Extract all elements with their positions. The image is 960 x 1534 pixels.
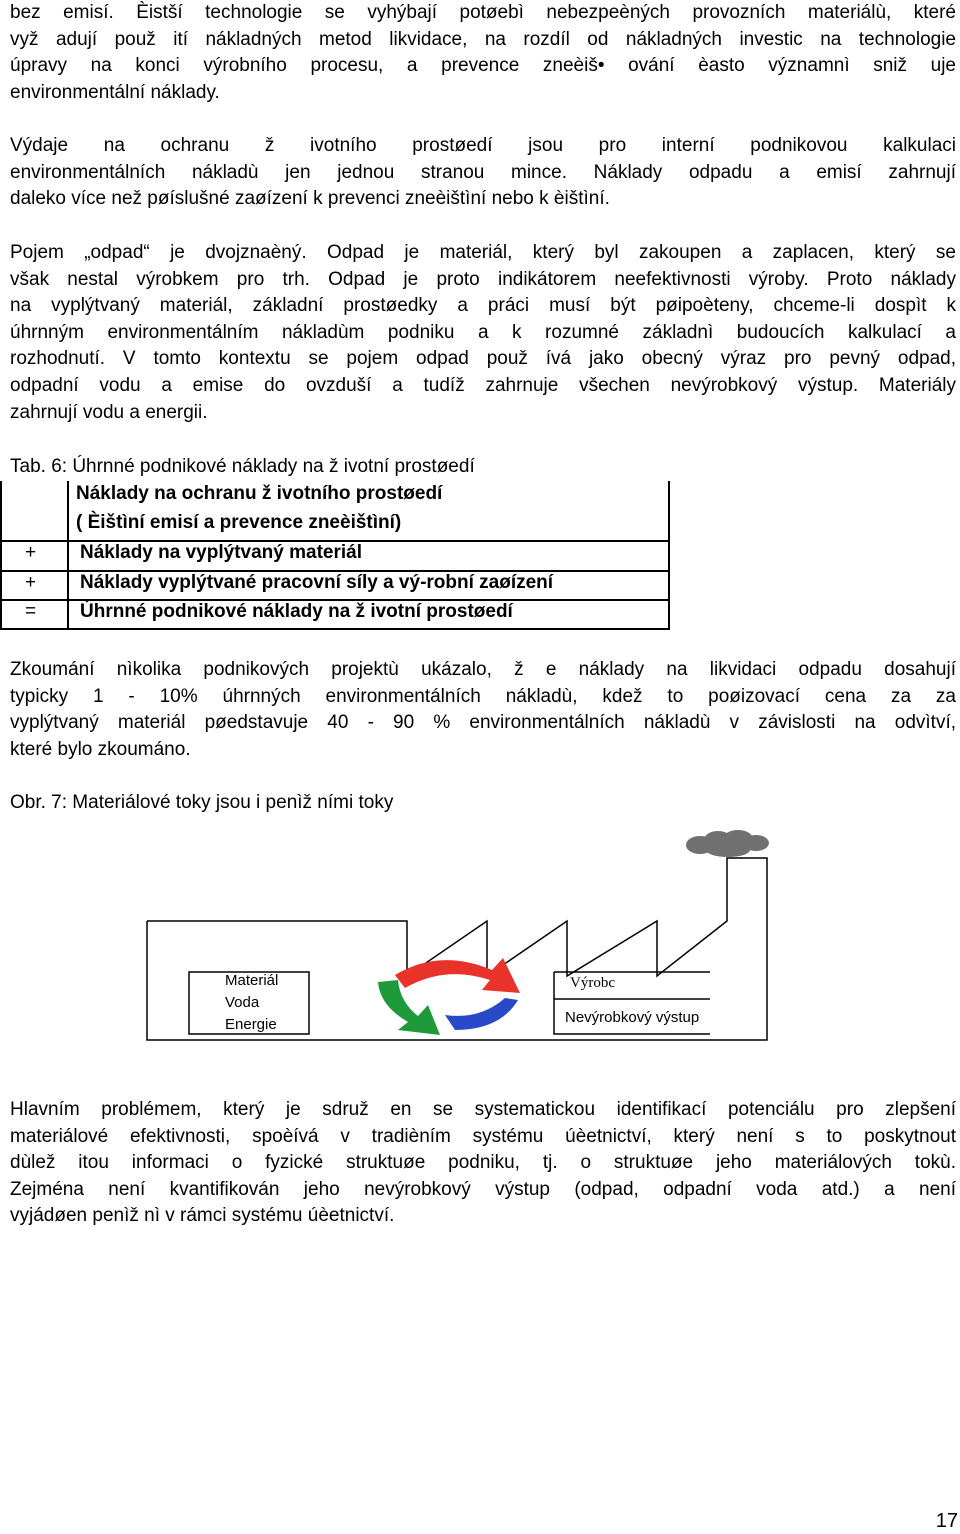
text-line: Hlavním problémem, který je sdruž en se systematickou identifikací potenciálu pro zlepšení — [10, 1099, 956, 1120]
text-line: dùlež itou informaci o fyzické struktuøe podniku, tj. o struktuøe jeho materiálových tokù. — [10, 1152, 956, 1174]
text-line: však nestal výrobkem pro trh. Odpad je proto indikátorem neefektivnosti výroby. Proto náklady — [10, 268, 956, 290]
smoke-cloud — [686, 830, 769, 857]
text-line: které bylo zkoumáno. — [10, 738, 191, 760]
paragraph-1 — [10, 0, 956, 106]
paragraph-4 — [10, 657, 956, 763]
text-line: daleko více než pøíslušné zaøízení k prevenci zneèištìní nebo k èištìní. — [10, 188, 610, 210]
paragraph-5 — [10, 1097, 956, 1230]
paragraph-3 — [10, 240, 956, 426]
output-label-nonproduct: Nevýrobkový výstup — [565, 1009, 700, 1026]
text-line: Výdaje na ochranu ž ivotního prostøedí jsou pro interní podnikovou kalkulaci — [10, 135, 956, 156]
text-line: Zejména není kvantifikován jeho nevýrobkový výstup (odpad, odpadní voda atd.) a není — [10, 1178, 956, 1200]
row-operator: + — [25, 572, 37, 593]
table-caption: Tab. 6: Úhrnné podnikové náklady na ž ivotní prostøedí — [10, 456, 475, 477]
text-line: zahrnují vodu a energii. — [10, 401, 208, 423]
text-line: environmentální náklady. — [10, 81, 220, 103]
output-label-product: Výrobc — [570, 975, 615, 991]
text-line: environmentálních nákladù jen jednou stranou mince. Náklady odpadu a emisí zahrnují — [10, 161, 956, 183]
text-line: úhrnným environmentálním nákladùm podniku a k rozumné základnì budoucích kalkulací a — [10, 321, 956, 343]
text-line: Zkoumání nìkolika podnikových projektù ukázalo, ž e náklady na likvidaci odpadu dosahují — [10, 659, 956, 680]
green-arrow — [378, 980, 440, 1035]
table-header-line: ( Èištìní emisí a prevence zneèištìní) — [76, 512, 402, 533]
text-line: úpravy na konci výrobního procesu, a prevence zneèiš• ování èasto významnì sniž uje — [10, 55, 956, 77]
text-line: odpadní vodu a emise do ovzduší a tudíž zahrnuje všechen nevýrobkový výstup. Materiály — [10, 374, 956, 396]
row-label: Náklady vyplýtvané pracovní síly a vý-robní zaøízení — [80, 572, 554, 593]
table-border — [0, 628, 670, 630]
text-line: rozhodnutí. V tomto kontextu se pojem odpad použ ívá jako obecný výraz pro pevný odpad, — [10, 348, 956, 370]
material-flow-figure — [0, 830, 960, 1060]
table-border — [668, 481, 670, 630]
text-line: vyplýtvaný materiál pøedstavuje 40 - 90 % environmentálních nákladù v závislosti na odvìtví, — [10, 712, 956, 734]
blue-arrow — [445, 998, 518, 1030]
text-line: typicky 1 - 10% úhrnných environmentálních nákladù, kdež to poøizovací cena za za — [10, 685, 956, 707]
text-line: Pojem „odpad“ je dvojznaèný. Odpad je materiál, který byl zakoupen a zaplacen, který se — [10, 242, 956, 263]
text-line: vyjádøen penìž nì v rámci systému úèetnictví. — [10, 1205, 395, 1227]
table-border — [67, 481, 69, 630]
text-line: vyž adují použ ití nákladných metod likvidace, na rozdíl od nákladných investic na technologie — [10, 28, 956, 50]
text-line: bez emisí. Èistší technologie se vyhýbají potøebì nebezpeèných provozních materiálù, které — [10, 2, 956, 23]
input-line: Voda — [225, 994, 260, 1011]
paragraph-2 — [10, 133, 956, 213]
text-line: materiálové efektivnosti, spoèívá v tradièním systému úèetnictví, který není s to poskytnout — [10, 1125, 956, 1147]
table-header-line: Náklady na ochranu ž ivotního prostøedí — [76, 483, 443, 504]
table-border — [0, 481, 2, 630]
input-label — [225, 970, 278, 1036]
input-line: Materiál — [225, 972, 279, 989]
row-operator: = — [25, 601, 37, 622]
cost-table — [0, 481, 670, 631]
factory-diagram — [0, 830, 960, 1060]
page-number: 17 — [935, 1510, 958, 1532]
row-operator: + — [25, 542, 37, 563]
text-line: na vyplýtvaný materiál, základní prostøedky a práci musí být pøipoèteny, chceme-li dospìt k — [10, 295, 956, 317]
cycle-arrows — [378, 958, 520, 1035]
input-line: Energie — [225, 1016, 277, 1033]
row-label: Náklady na vyplýtvaný materiál — [80, 542, 362, 563]
row-label: Úhrnné podnikové náklady na ž ivotní prostøedí — [80, 601, 513, 622]
figure-caption: Obr. 7: Materiálové toky jsou i penìž ními toky — [10, 792, 394, 813]
red-arrow — [395, 958, 520, 993]
